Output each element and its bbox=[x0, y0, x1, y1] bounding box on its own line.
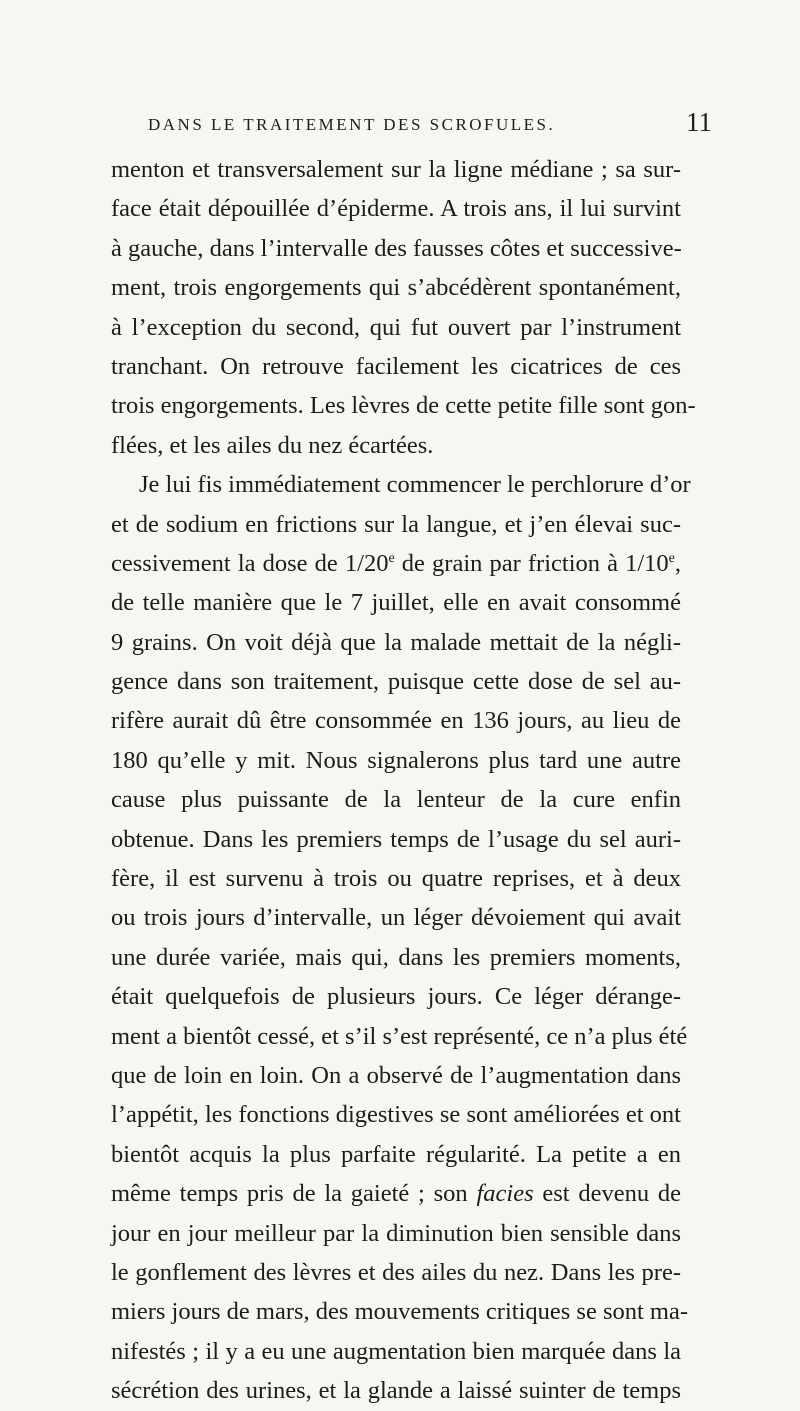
text-line: jour en jour meilleur par la diminution bien sensible dans bbox=[111, 1219, 681, 1247]
text-line: ment a bientôt cessé, et s’il s’est représenté, ce n’a plus été bbox=[111, 1022, 688, 1050]
running-title: DANS LE TRAITEMENT DES SCROFULES. bbox=[148, 115, 556, 134]
superscript: e bbox=[668, 550, 675, 566]
text-line: ou trois jours d’intervalle, un léger dévoiement qui avait bbox=[111, 904, 681, 932]
text-line: était quelquefois de plusieurs jours. Ce léger dérange- bbox=[111, 983, 681, 1011]
text-line: 180 qu’elle y mit. Nous signalerons plus tard une autre bbox=[111, 746, 681, 774]
text-line: rifère aurait dû être consommée en 136 jours, au lieu de bbox=[111, 707, 681, 735]
text-line: nifestés ; il y a eu une augmentation bien marquée dans la bbox=[111, 1337, 681, 1365]
text-line: trois engorgements. Les lèvres de cette petite fille sont gon- bbox=[111, 392, 696, 420]
text-fragment: cessivement la dose de 1/20 bbox=[111, 549, 389, 577]
text-line: gence dans son traitement, puisque cette dose de sel au- bbox=[111, 668, 681, 696]
body-text bbox=[111, 150, 696, 1411]
text-line: flées, et les ailes du nez écartées. bbox=[111, 431, 434, 459]
text-fragment: est devenu de bbox=[533, 1180, 682, 1208]
text-line: fère, il est survenu à trois ou quatre reprises, et à deux bbox=[111, 865, 681, 893]
text-line: bientôt acquis la plus parfaite régularité. La petite a en bbox=[111, 1140, 681, 1168]
text-fragment: , bbox=[674, 549, 681, 577]
text-line: de telle manière que le 7 juillet, elle en avait consommé bbox=[111, 589, 681, 617]
text-line: sécrétion des urines, et la glande a laissé suinter de temps bbox=[111, 1377, 681, 1405]
text-line: à gauche, dans l’intervalle des fausses côtes et successive- bbox=[111, 234, 682, 262]
text-line: obtenue. Dans les premiers temps de l’usage du sel auri- bbox=[111, 825, 681, 853]
text-fragment: de grain par friction à 1/10 bbox=[394, 549, 669, 577]
superscript: e bbox=[388, 550, 395, 566]
text-line: Je lui fis immédiatement commencer le perchlorure d’or bbox=[139, 471, 691, 499]
page-number: 11 bbox=[686, 107, 712, 137]
text-line: l’appétit, les fonctions digestives se sont améliorées et ont bbox=[111, 1101, 681, 1129]
text-line: le gonflement des lèvres et des ailes du nez. Dans les pre- bbox=[111, 1258, 681, 1286]
running-head bbox=[0, 107, 800, 139]
text-line: à l’exception du second, qui fut ouvert par l’instrument bbox=[111, 313, 681, 341]
text-line: et de sodium en frictions sur la langue, et j’en élevai suc- bbox=[111, 510, 681, 538]
text-line bbox=[111, 1174, 681, 1213]
text-line: menton et transversalement sur la ligne médiane ; sa sur- bbox=[111, 156, 681, 183]
text-line: cause plus puissante de la lenteur de la cure enfin bbox=[111, 786, 681, 814]
text-line: ment, trois engorgements qui s’abcédèrent spontanément, bbox=[111, 274, 681, 302]
text-line: miers jours de mars, des mouvements critiques se sont ma- bbox=[111, 1298, 688, 1326]
text-line: 9 grains. On voit déjà que la malade mettait de la négli- bbox=[111, 628, 681, 656]
text-fragment: même temps pris de la gaieté ; son bbox=[111, 1180, 468, 1208]
text-line: une durée variée, mais qui, dans les premiers moments, bbox=[111, 943, 681, 971]
text-line: que de loin en loin. On a observé de l’augmentation dans bbox=[111, 1061, 681, 1089]
italic-word: facies bbox=[476, 1180, 534, 1208]
text-line bbox=[111, 544, 681, 583]
text-line: face était dépouillée d’épiderme. A trois ans, il lui survint bbox=[111, 195, 681, 223]
text-line: tranchant. On retrouve facilement les cicatrices de ces bbox=[111, 352, 681, 380]
